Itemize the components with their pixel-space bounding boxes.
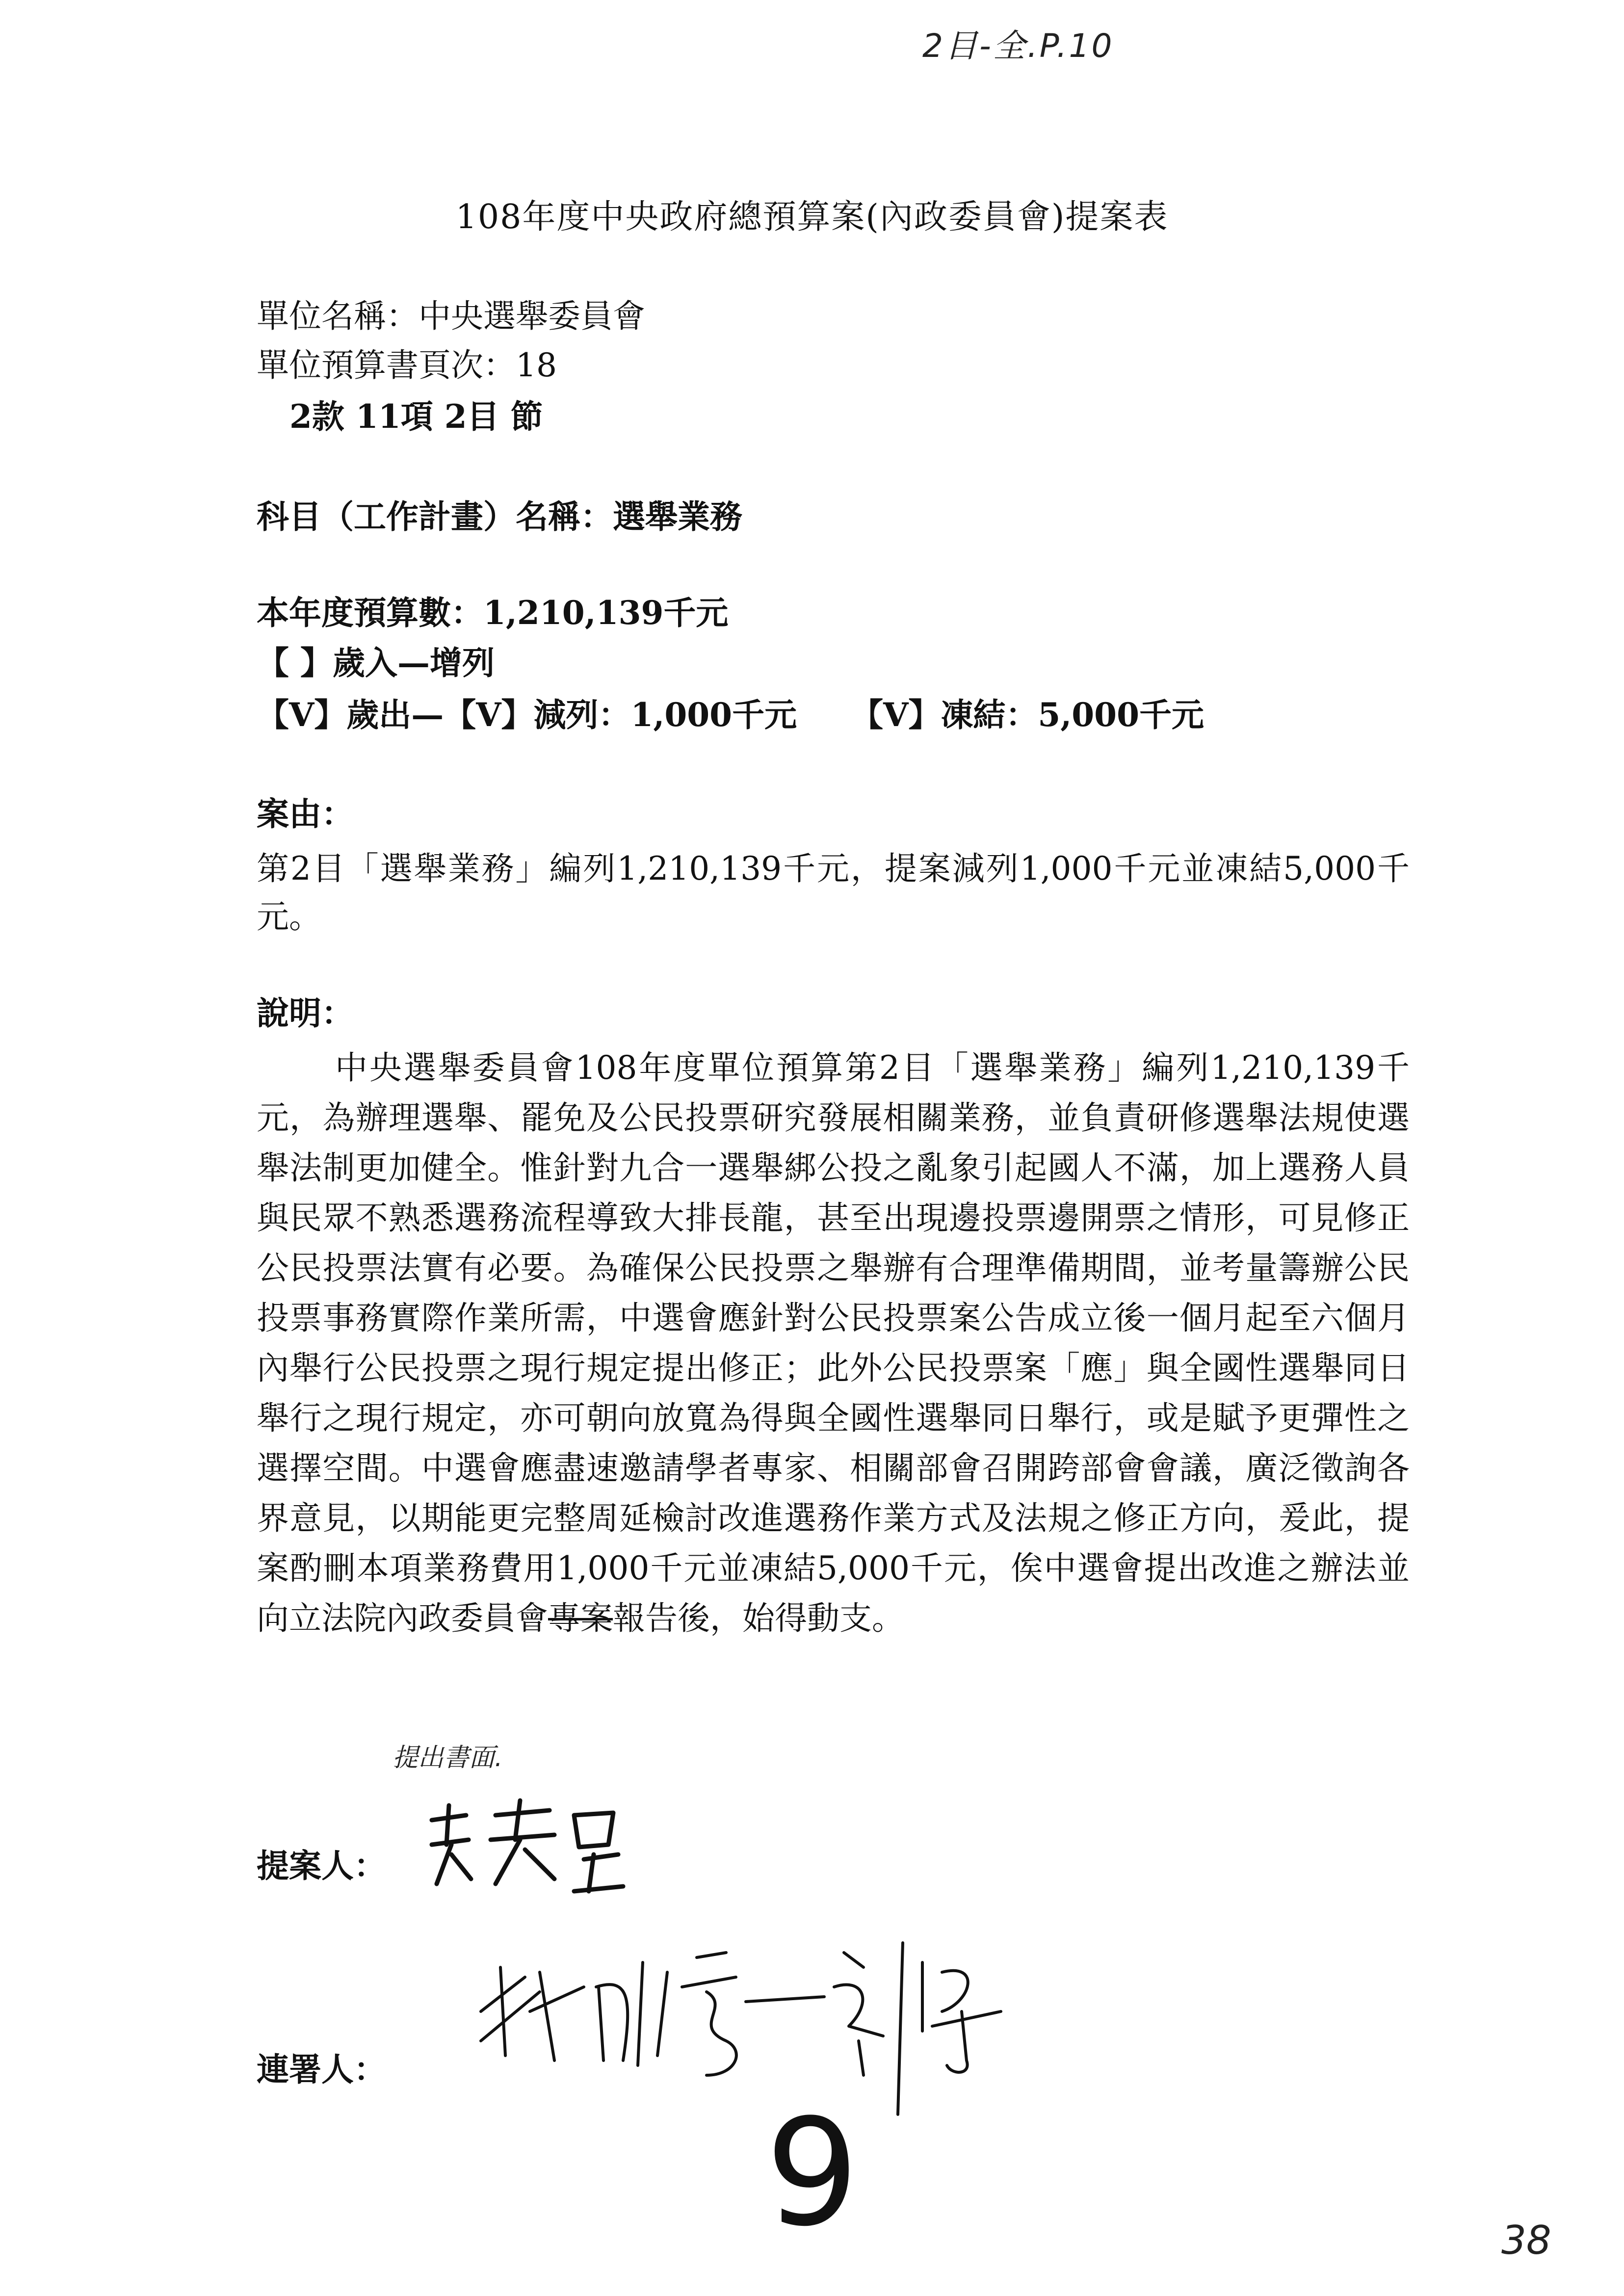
freeze-checkbox: 【V】 <box>851 696 941 734</box>
proposer-signature <box>422 1786 628 1904</box>
unit-page-label: 單位預算書頁次： <box>257 346 516 384</box>
corner-page-number: 38 <box>1501 2218 1551 2263</box>
explanation-end-text: 報告後，始得動支。 <box>613 1599 904 1637</box>
cosigner-label: 連署人： <box>257 2050 386 2088</box>
subject-value: 選舉業務 <box>613 497 742 536</box>
document-title: 108年度中央政府總預算案(內政委員會)提案表 <box>455 198 1169 236</box>
subject-line <box>257 497 742 536</box>
handwritten-page-number: 9 <box>765 2087 859 2259</box>
handwritten-insert: 提出書面. <box>393 1743 503 1773</box>
expense-line <box>257 696 1204 734</box>
revenue-line <box>257 644 495 682</box>
unit-page-value: 18 <box>516 346 557 384</box>
expense-checkbox: 【V】 <box>257 696 347 734</box>
unit-name-value: 中央選舉委員會 <box>419 297 645 335</box>
section-line: 2款 11項 2目 節 <box>289 397 543 436</box>
budget-label: 本年度預算數： <box>257 594 483 632</box>
budget-value: 1,210,139千元 <box>483 594 729 632</box>
explanation-body <box>257 1043 1410 1644</box>
handwritten-corner-note: 2目-全.P.10 <box>922 27 1114 65</box>
subject-label: 科目（工作計畫）名稱： <box>257 497 613 536</box>
reason-body: 第2目「選舉業務」編列1,210,139千元，提案減列1,000千元並凍結5,000千元。 <box>257 850 1410 936</box>
freeze-label: 凍結： <box>941 696 1038 734</box>
unit-page-line <box>257 346 557 384</box>
explanation-heading: 說明： <box>257 994 354 1032</box>
reduce-value: 1,000千元 <box>630 696 797 734</box>
unit-name-line <box>257 297 645 335</box>
reason-heading: 案由： <box>257 795 354 833</box>
reduce-checkbox: 【V】 <box>444 696 534 734</box>
struck-text: 專案 <box>548 1599 613 1637</box>
freeze-value: 5,000千元 <box>1038 696 1204 734</box>
expense-label: 歲出— <box>346 696 444 734</box>
explanation-main-text: 中央選舉委員會108年度單位預算第2目「選舉業務」編列1,210,139千元，為辦理選舉、罷免及公民投票研究發展相關業務，並負責研修選舉法規使選舉法制更加健全。惟針對九合一選舉綁公投之亂象引起國人不滿，加上選務人員與民眾不熟悉選務流程導致大排長龍，甚至出現邊投票邊開票之情形，可見修正公民投票法實有必要。為確保公民投票之舉辦有合理準備期間，並考量籌辦公民投票事務實際作業所需，中選會應針對公民投票案公告成立後一個月起至六個月內舉行公民投票之現行規定提出修正；此外公民投票案「應」與全國性選舉同日舉行之現行規定，亦可朝向放寬為得與全國性選舉同日舉行，或是賦予更彈性之選擇空間。中選會應盡速邀請學者專家、相關部會召開跨部會會議，廣泛徵詢各界意見，以期能更完整周延檢討改進選務作業方式及法規之修正方向，爰此，提案酌刪本項業務費用1,000千元並凍結5,000千元，俟中選會提出改進之辦法並向立法院內政委員會 <box>257 1049 1410 1637</box>
revenue-text: 歲入—增列 <box>332 644 495 682</box>
unit-name-label: 單位名稱： <box>257 297 419 335</box>
reduce-label: 減列： <box>533 696 631 734</box>
revenue-checkbox: 【 】 <box>257 644 333 682</box>
proposer-label: 提案人： <box>257 1847 386 1885</box>
budget-line <box>257 594 729 632</box>
